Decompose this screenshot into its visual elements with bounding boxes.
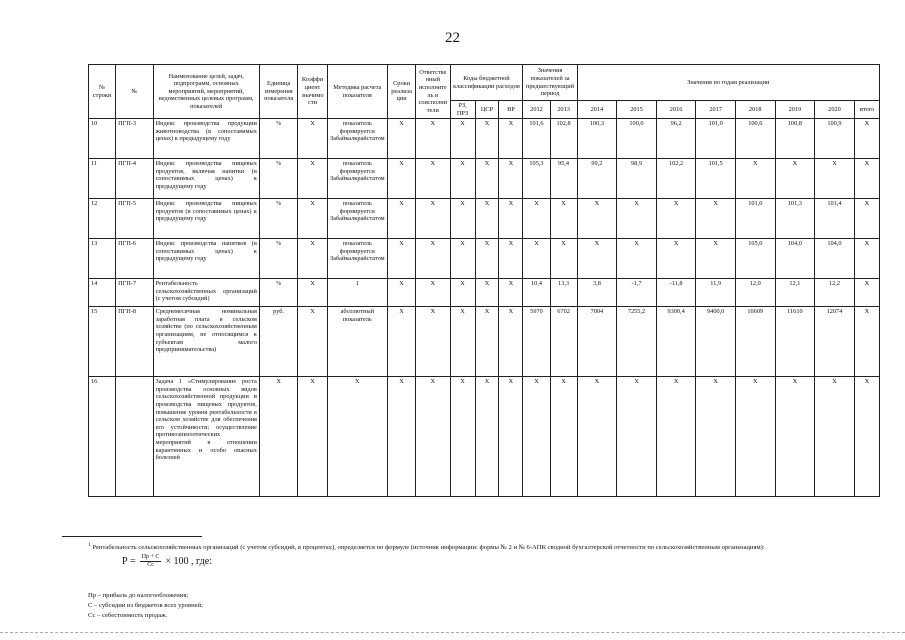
value-cell: Х <box>577 239 617 279</box>
value-cell: Х <box>735 159 775 199</box>
value-cell: 11610 <box>775 307 815 377</box>
value-cell: Х <box>523 239 550 279</box>
header-executors: Ответственный исполнитель и соисполнители <box>416 65 450 119</box>
value-cell: 100,6 <box>735 119 775 159</box>
method-cell: показатель формируется Забайкалкрайстатом <box>327 239 387 279</box>
executor-cell: Х <box>416 279 450 307</box>
table-row <box>89 199 880 239</box>
header-year: итого <box>854 101 879 119</box>
value-cell: Х <box>656 239 696 279</box>
executor-cell: Х <box>416 377 450 497</box>
period-cell: Х <box>388 119 416 159</box>
row-number-cell: 10 <box>89 119 116 159</box>
value-cell: Х <box>577 199 617 239</box>
rz-prz-cell: Х <box>450 279 475 307</box>
value-cell: Х <box>854 239 879 279</box>
rz-prz-cell: Х <box>450 119 475 159</box>
period-cell: Х <box>388 159 416 199</box>
value-cell: Х <box>854 119 879 159</box>
indicator-code-cell: ПГП-6 <box>116 239 154 279</box>
csr-cell: Х <box>475 159 499 199</box>
coef-cell: Х <box>298 119 327 159</box>
rz-prz-cell: Х <box>450 377 475 497</box>
executor-cell: Х <box>416 307 450 377</box>
vr-cell: Х <box>499 239 523 279</box>
csr-cell: Х <box>475 119 499 159</box>
value-cell: Х <box>656 199 696 239</box>
value-cell: Х <box>577 377 617 497</box>
value-cell: 10609 <box>735 307 775 377</box>
coef-cell: Х <box>298 307 327 377</box>
rz-prz-cell: Х <box>450 199 475 239</box>
header-year: 2017 <box>696 101 736 119</box>
value-cell: 7255,2 <box>617 307 657 377</box>
value-cell: 9400,0 <box>696 307 736 377</box>
indicator-code-cell: ПГП-8 <box>116 307 154 377</box>
value-cell: 11,9 <box>696 279 736 307</box>
value-cell: Х <box>854 159 879 199</box>
rz-prz-cell: Х <box>450 159 475 199</box>
table-row <box>89 377 880 497</box>
row-number-cell: 14 <box>89 279 116 307</box>
unit-cell: % <box>259 199 298 239</box>
value-cell: 3,8 <box>577 279 617 307</box>
value-cell: Х <box>550 239 577 279</box>
vr-cell: Х <box>499 199 523 239</box>
page-number: 22 <box>445 30 460 46</box>
value-cell: Х <box>617 377 657 497</box>
header-year: 2019 <box>775 101 815 119</box>
period-cell: Х <box>388 239 416 279</box>
csr-cell: Х <box>475 199 499 239</box>
header-budget-codes: Коды бюджетной классификации расходов <box>450 65 523 101</box>
coef-cell: Х <box>298 159 327 199</box>
unit-cell: % <box>259 159 298 199</box>
value-cell: 101,0 <box>735 199 775 239</box>
vr-cell: Х <box>499 377 523 497</box>
rz-prz-cell: Х <box>450 307 475 377</box>
indicator-name-cell: Индекс производства напитков (в сопоставимых ценах) к предыдущему году <box>153 239 259 279</box>
value-cell: 102,2 <box>656 159 696 199</box>
value-cell: 13,3 <box>550 279 577 307</box>
header-unit: Единица измерения показателя <box>259 65 298 119</box>
value-cell: 7004 <box>577 307 617 377</box>
page-bottom-edge <box>0 632 905 633</box>
rz-prz-cell: Х <box>450 239 475 279</box>
value-cell: 95,4 <box>550 159 577 199</box>
value-cell: Х <box>854 377 879 497</box>
value-cell: Х <box>696 199 736 239</box>
value-cell: 101,4 <box>815 199 855 239</box>
executor-cell: Х <box>416 239 450 279</box>
coef-cell: Х <box>298 239 327 279</box>
indicator-code-cell: ПГП-7 <box>116 279 154 307</box>
method-cell: показатель формируется Забайкалкрайстатом <box>327 199 387 239</box>
footnote-rule <box>62 536 202 537</box>
table-row <box>89 279 880 307</box>
value-cell: 99,2 <box>577 159 617 199</box>
header-csr: ЦСР <box>475 101 499 119</box>
value-cell: Х <box>854 199 879 239</box>
value-cell: 9300,4 <box>656 307 696 377</box>
value-cell: 104,0 <box>815 239 855 279</box>
header-year: 2020 <box>815 101 855 119</box>
method-cell: показатель формируется Забайкалкрайстатом <box>327 119 387 159</box>
indicator-name-cell: Рентабельность сельскохозяйственных организаций (с учетом субсидий) <box>153 279 259 307</box>
value-cell: Х <box>656 377 696 497</box>
value-cell: 6702 <box>550 307 577 377</box>
unit-cell: руб. <box>259 307 298 377</box>
value-cell: 12,1 <box>775 279 815 307</box>
value-cell: Х <box>523 377 550 497</box>
unit-cell: % <box>259 279 298 307</box>
value-cell: Х <box>775 377 815 497</box>
period-cell: Х <box>388 307 416 377</box>
header-row-num: № строки <box>89 65 116 119</box>
unit-cell: % <box>259 239 298 279</box>
value-cell: 104,0 <box>775 239 815 279</box>
value-cell: 100,9 <box>815 119 855 159</box>
definition-ss: Сс – себестоимость продаж. <box>88 612 168 619</box>
definition-pr: Пр – прибыль до налогообложения; <box>88 592 189 599</box>
value-cell: Х <box>617 199 657 239</box>
row-number-cell: 15 <box>89 307 116 377</box>
value-cell: 12,0 <box>735 279 775 307</box>
executor-cell: Х <box>416 119 450 159</box>
row-number-cell: 13 <box>89 239 116 279</box>
value-cell: 100,8 <box>775 119 815 159</box>
method-cell: 1 <box>327 279 387 307</box>
period-cell: Х <box>388 377 416 497</box>
value-cell: Х <box>854 307 879 377</box>
vr-cell: Х <box>499 307 523 377</box>
indicator-name-cell: Среднемесячная номинальная заработная плата в сельском хозяйстве (по сельскохозяйственным организациям, не относящимся к субъектам малого предпринимательства) <box>153 307 259 377</box>
coef-cell: Х <box>298 377 327 497</box>
period-cell: Х <box>388 199 416 239</box>
table-row <box>89 119 880 159</box>
header-year-2013: 2013 <box>550 101 577 119</box>
vr-cell: Х <box>499 159 523 199</box>
indicator-code-cell: ПГП-5 <box>116 199 154 239</box>
value-cell: Х <box>696 377 736 497</box>
value-cell: 12,2 <box>815 279 855 307</box>
value-cell: Х <box>854 279 879 307</box>
header-period: Сроки реализации <box>388 65 416 119</box>
value-cell: 101,6 <box>523 119 550 159</box>
method-cell: показатель формируется Забайкалкрайстатом <box>327 159 387 199</box>
definition-s: С – субсидии из бюджетов всех уровней; <box>88 602 203 609</box>
header-vr: ВР <box>499 101 523 119</box>
vr-cell: Х <box>499 119 523 159</box>
coef-cell: Х <box>298 279 327 307</box>
value-cell: Х <box>550 377 577 497</box>
value-cell: 5970 <box>523 307 550 377</box>
table-row <box>89 239 880 279</box>
header-name: Наименование целей, задач, подпрограмм, основных мероприятий, мероприятий, ведомственных целевых программ, показателей <box>153 65 259 119</box>
indicator-name-cell: Индекс производства продукции животноводства (в сопоставимых ценах) к предыдущему году <box>153 119 259 159</box>
value-cell: 10,4 <box>523 279 550 307</box>
value-cell: Х <box>696 239 736 279</box>
row-number-cell: 12 <box>89 199 116 239</box>
header-previous: Значения показателей за предшествующий период <box>523 65 577 101</box>
vr-cell: Х <box>499 279 523 307</box>
csr-cell: Х <box>475 307 499 377</box>
executor-cell: Х <box>416 159 450 199</box>
method-cell: Х <box>327 377 387 497</box>
value-cell: Х <box>523 199 550 239</box>
csr-cell: Х <box>475 377 499 497</box>
indicator-name-cell: Задача 1 «Стимулирование роста производства основных видов сельскохозяйственной продукции и производства пищевых продуктов, повышение уровня рентабельности в сельском хозяйстве для обеспечения его устойчивости; осуществление противоэпизоотических мероприятий в отношении карантинных и особо опасных болезней <box>153 377 259 497</box>
value-cell: 105,3 <box>523 159 550 199</box>
header-method: Методика расчета показателя <box>327 65 387 119</box>
header-year: 2018 <box>735 101 775 119</box>
period-cell: Х <box>388 279 416 307</box>
executor-cell: Х <box>416 199 450 239</box>
header-rz-prz: РЗ, ПРЗ <box>450 101 475 119</box>
value-cell: Х <box>815 159 855 199</box>
indicator-name-cell: Индекс производства пищевых продуктов (в сопоставимых ценах) к предыдущему году <box>153 199 259 239</box>
value-cell: Х <box>550 199 577 239</box>
table-row <box>89 307 880 377</box>
indicator-code-cell: ПГП-3 <box>116 119 154 159</box>
value-cell: 100,0 <box>617 119 657 159</box>
csr-cell: Х <box>475 239 499 279</box>
header-num: № <box>116 65 154 119</box>
value-cell: Х <box>617 239 657 279</box>
value-cell: 12074 <box>815 307 855 377</box>
header-year: 2015 <box>617 101 657 119</box>
value-cell: Х <box>775 159 815 199</box>
indicator-code-cell <box>116 377 154 497</box>
value-cell: 101,3 <box>775 199 815 239</box>
header-year: 2016 <box>656 101 696 119</box>
header-by-years: Значения по годам реализации <box>577 65 879 101</box>
row-number-cell: 16 <box>89 377 116 497</box>
formula-fraction: $\frac{Пр + С}{Сс}$ <box>141 554 160 568</box>
indicator-code-cell: ПГП-4 <box>116 159 154 199</box>
unit-cell: Х <box>259 377 298 497</box>
profitability-formula: Р = $\frac{Пр + С}{Сс}$ × 100 , где: <box>122 554 212 568</box>
value-cell: Х <box>815 377 855 497</box>
value-cell: Х <box>735 377 775 497</box>
value-cell: 98,9 <box>617 159 657 199</box>
value-cell: 101,0 <box>696 119 736 159</box>
csr-cell: Х <box>475 279 499 307</box>
value-cell: 102,8 <box>550 119 577 159</box>
value-cell: -1,7 <box>617 279 657 307</box>
indicator-name-cell: Индекс производства пищевых продуктов, включая напитки (в сопоставимых ценах) к предыдущему году <box>153 159 259 199</box>
footnote-text: $^1$ Рентабельность сельскохозяйственных организаций (с учетом субсидий, в процентах), определяется по формуле (источник информации: формы № 2 и № 6-АПК сводной бухгалтерской отчетности по сельскохозяйственным организациям): <box>88 542 765 552</box>
coef-cell: Х <box>298 199 327 239</box>
table-row <box>89 159 880 199</box>
row-number-cell: 11 <box>89 159 116 199</box>
value-cell: 101,5 <box>696 159 736 199</box>
method-cell: абсолютный показатель <box>327 307 387 377</box>
header-year: 2014 <box>577 101 617 119</box>
value-cell: 100,3 <box>577 119 617 159</box>
header-coef: Коэффициент значимости <box>298 65 327 119</box>
value-cell: -11,8 <box>656 279 696 307</box>
indicators-table <box>88 64 880 497</box>
header-year-2012: 2012 <box>523 101 550 119</box>
unit-cell: % <box>259 119 298 159</box>
value-cell: 105,0 <box>735 239 775 279</box>
value-cell: 96,2 <box>656 119 696 159</box>
